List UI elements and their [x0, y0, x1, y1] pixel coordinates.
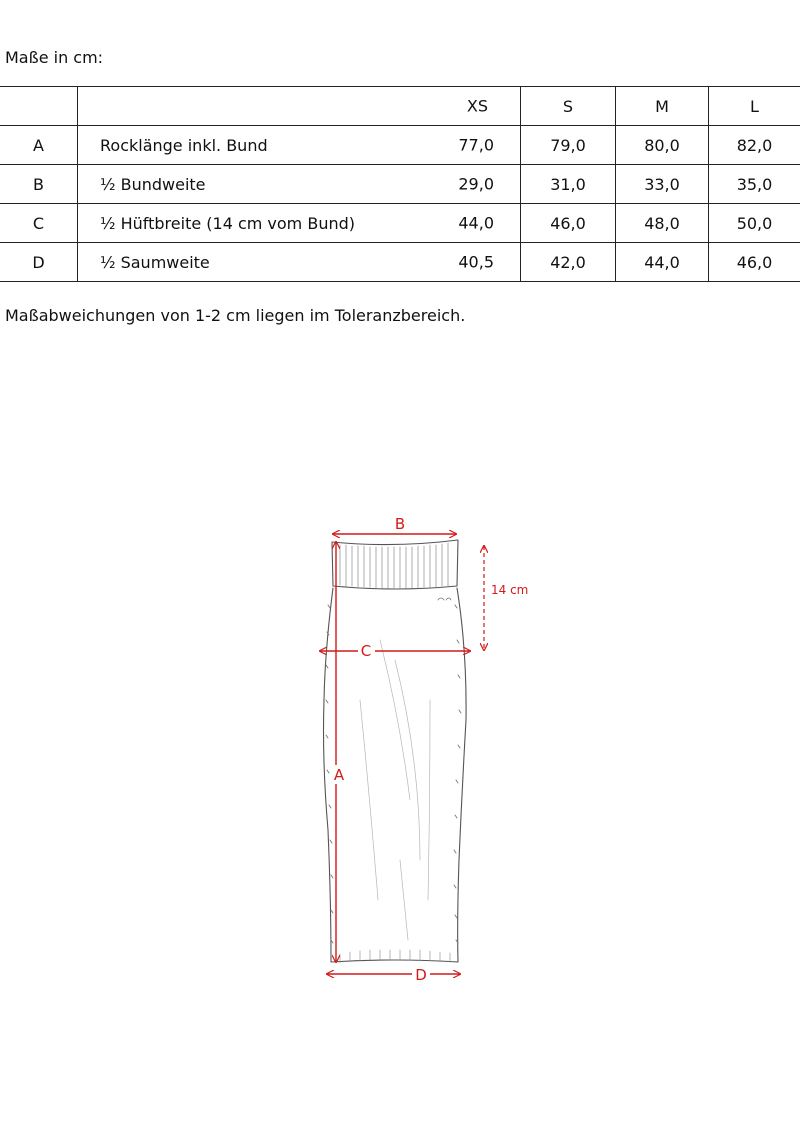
header-size-l: L — [709, 87, 800, 126]
row-label: Rocklänge inkl. Bund — [100, 135, 268, 155]
row-value-l: 35,0 — [709, 165, 800, 204]
header-size-m: M — [616, 87, 709, 126]
row-code: D — [0, 243, 78, 282]
header-size-s: S — [521, 87, 616, 126]
skirt-body-left — [324, 588, 334, 962]
row-value-xs: 29,0 — [458, 174, 494, 194]
measure-label-hip-offset: 14 cm — [491, 583, 529, 597]
row-value-s: 31,0 — [521, 165, 616, 204]
row-value-m: 33,0 — [616, 165, 709, 204]
measure-label-a: A — [333, 766, 345, 784]
row-value-l: 46,0 — [709, 243, 800, 282]
row-label: ½ Saumweite — [100, 252, 210, 272]
waistband-ribs — [340, 543, 448, 588]
row-value-l: 50,0 — [709, 204, 800, 243]
row-value-xs: 77,0 — [458, 135, 494, 155]
measure-label-d: D — [415, 966, 427, 984]
row-code: C — [0, 204, 78, 243]
brand-tag — [438, 598, 451, 600]
row-value-xs: 40,5 — [458, 252, 494, 272]
measure-label-c: C — [360, 642, 372, 660]
row-value-m: 44,0 — [616, 243, 709, 282]
page-heading: Maße in cm: — [5, 48, 104, 67]
row-value-xs: 44,0 — [458, 213, 494, 233]
skirt-sketch — [324, 540, 467, 963]
side-stitches — [326, 605, 461, 943]
skirt-body-right — [457, 588, 466, 962]
row-label: ½ Bundweite — [100, 174, 206, 194]
fabric-folds — [360, 640, 430, 940]
row-code: B — [0, 165, 78, 204]
row-value-m: 48,0 — [616, 204, 709, 243]
row-value-s: 79,0 — [521, 126, 616, 165]
row-code: A — [0, 126, 78, 165]
row-value-l: 82,0 — [709, 126, 800, 165]
header-size-xs: XS — [466, 96, 488, 116]
row-value-m: 80,0 — [616, 126, 709, 165]
row-value-s: 42,0 — [521, 243, 616, 282]
row-value-s: 46,0 — [521, 204, 616, 243]
waistband-outline — [332, 540, 458, 589]
row-label: ½ Hüftbreite (14 cm vom Bund) — [100, 213, 356, 233]
tolerance-note: Maßabweichungen von 1-2 cm liegen im Toleranzbereich. — [5, 306, 466, 325]
measure-label-b: B — [394, 515, 406, 533]
